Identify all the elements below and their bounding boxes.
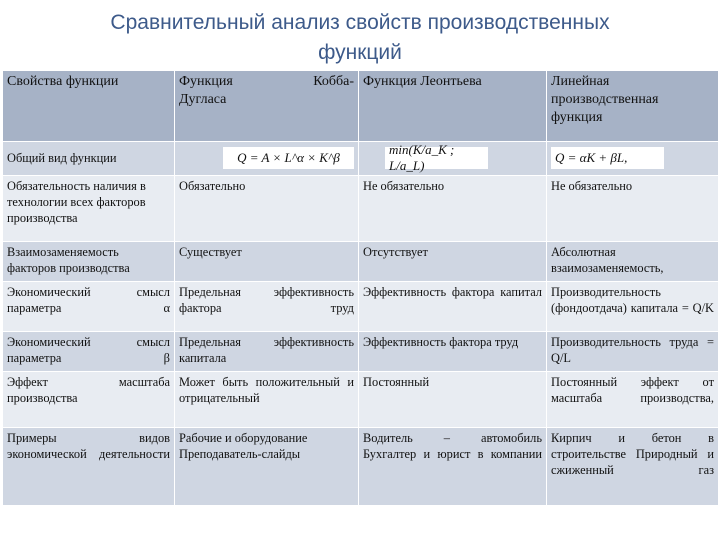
table-row-examples (3, 428, 719, 506)
table-row-necessity (3, 176, 719, 242)
linear-formula: Q = αK + βL, (551, 147, 664, 169)
linear-formula-cell (547, 142, 719, 176)
table-row-beta (3, 332, 719, 372)
cd-formula: Q = A × L^α × K^β (223, 147, 354, 169)
header-linear-line3: функция (551, 110, 603, 125)
cd-formula-cell (175, 142, 359, 176)
header-linear (547, 71, 719, 142)
substitutability-linear: Абсолютная взаимозаменяемость, (547, 242, 719, 282)
slide-title (60, 8, 660, 68)
scale-cd: Может быть положительный и отрицательный (175, 372, 359, 428)
alpha-leontief: Эффективность фактора капитал (359, 282, 547, 332)
alpha-cd: Предельная эффективность фактора труд (175, 282, 359, 332)
table-row-alpha (3, 282, 719, 332)
beta-leontief: Эффективность фактора труд (359, 332, 547, 372)
slide-title-line-2: функций (318, 41, 402, 64)
header-properties: Свойства функции (3, 71, 175, 142)
necessity-leontief: Не обязательно (359, 176, 547, 242)
beta-cd: Предельная эффективность капитала (175, 332, 359, 372)
header-linear-line1: Линейная (551, 74, 610, 89)
comparison-table (2, 70, 719, 506)
leontief-formula: min(K/a_K ; L/a_L) (385, 147, 488, 169)
header-cobb-douglas-word1: Функция (179, 74, 233, 89)
slide-title-line-1: Сравнительный анализ свойств производственных (110, 11, 610, 34)
row-label-necessity: Обязательность наличия в технологии всех факторов производства (3, 176, 175, 242)
header-cobb-douglas (175, 71, 359, 142)
table-header-row (3, 71, 719, 142)
table-row-substitutability (3, 242, 719, 282)
header-linear-line2: производственная (551, 92, 659, 107)
row-label-substitutability: Взаимозаменяемость факторов производства (3, 242, 175, 282)
necessity-cd: Обязательно (175, 176, 359, 242)
table-row-general (3, 142, 719, 176)
examples-cd: Рабочие и оборудование Преподаватель-слайды (175, 428, 359, 506)
row-label-alpha: Экономический смысл параметра α (3, 282, 175, 332)
table-row-scale (3, 372, 719, 428)
scale-leontief: Постоянный (359, 372, 547, 428)
row-label-scale: Эффект масштаба производства (3, 372, 175, 428)
necessity-linear: Не обязательно (547, 176, 719, 242)
substitutability-cd: Существует (175, 242, 359, 282)
examples-leontief: Водитель – автомобиль Бухгалтер и юрист в компании (359, 428, 547, 506)
header-cobb-douglas-word2: Кобба- (313, 74, 354, 89)
header-leontief: Функция Леонтьева (359, 71, 547, 142)
examples-linear: Кирпич и бетон в строительстве Природный и сжиженный газ (547, 428, 719, 506)
leontief-formula-cell (359, 142, 547, 176)
row-label-general: Общий вид функции (3, 142, 175, 176)
row-label-examples: Примеры видов экономической деятельности (3, 428, 175, 506)
row-label-beta: Экономический смысл параметра β (3, 332, 175, 372)
alpha-linear: Производительность (фондоотдача) капитала = Q/K (547, 282, 719, 332)
beta-linear: Производительность труда = Q/L (547, 332, 719, 372)
substitutability-leontief: Отсутствует (359, 242, 547, 282)
header-cobb-douglas-word3: Дугласа (179, 92, 227, 107)
scale-linear: Постоянный эффект от масштаба производства, (547, 372, 719, 428)
